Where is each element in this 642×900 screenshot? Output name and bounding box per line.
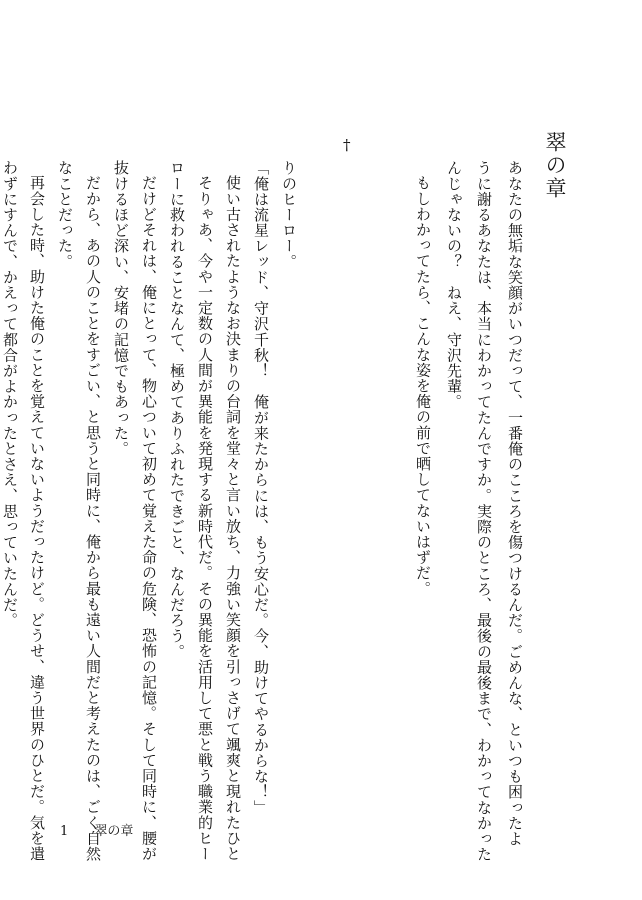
text-column: ローに救われることなんて、極めてありふれたできごと、なんだろう。 — [168, 160, 186, 660]
text-column: だけどそれは、俺にとって、物心ついて初めて覚えた命の危険、恐怖の記憶。そして同時に、腰が — [140, 175, 158, 862]
text-column: んじゃないの？ ねえ、守沢先輩。 — [445, 160, 463, 410]
section-separator: † — [343, 136, 351, 154]
dialogue-column: 「俺は流星レッド、守沢千秋！ 俺が来たからには、もう安心だ。今、助けてやるからな！」 — [252, 160, 270, 816]
text-column: うに謝るあなたは、本当にわかってたんですか。実際のところ、最後の最後まで、わかってなかった — [475, 160, 493, 862]
text-column: なことだった。 — [56, 160, 74, 270]
chapter-title: 翠の章 — [543, 131, 567, 200]
text-column: 使い古されたようなお決まりの台詞を堂々と言い放ち、力強い笑顔を引っさげて颯爽と現れたひと — [224, 175, 242, 862]
page-number: 1 — [60, 824, 69, 839]
text-column: そりゃあ、今や一定数の人間が異能を発現する新時代だ。その異能を活用して悪と戦う職業的ヒー — [196, 175, 214, 862]
running-title: 翠の章 — [94, 824, 134, 839]
text-column: りのヒーロー。 — [280, 160, 298, 270]
text-column: だから、あの人のことをすごい、と思うと同時に、俺から最も遠い人間だと考えたのは、ごく自然 — [84, 175, 102, 862]
text-column: あなたの無垢な笑顔がいつだって、一番俺のこころを傷つけるんだ。ごめんな、といつも困ったよ — [506, 160, 524, 847]
page-footer — [60, 820, 133, 839]
text-column: 抜けるほど深い、安堵の記憶でもあった。 — [112, 160, 130, 457]
text-column: わずにすんで、かえって都合がよかったとさえ、思っていたんだ。 — [1, 160, 19, 628]
text-column: 再会した時、助けた俺のことを覚えていないようだったけど。どうせ、違う世界のひとだ。気を遣 — [28, 175, 46, 862]
text-column: もしわかってたら、こんな姿を俺の前で晒してないはずだ。 — [414, 175, 432, 597]
